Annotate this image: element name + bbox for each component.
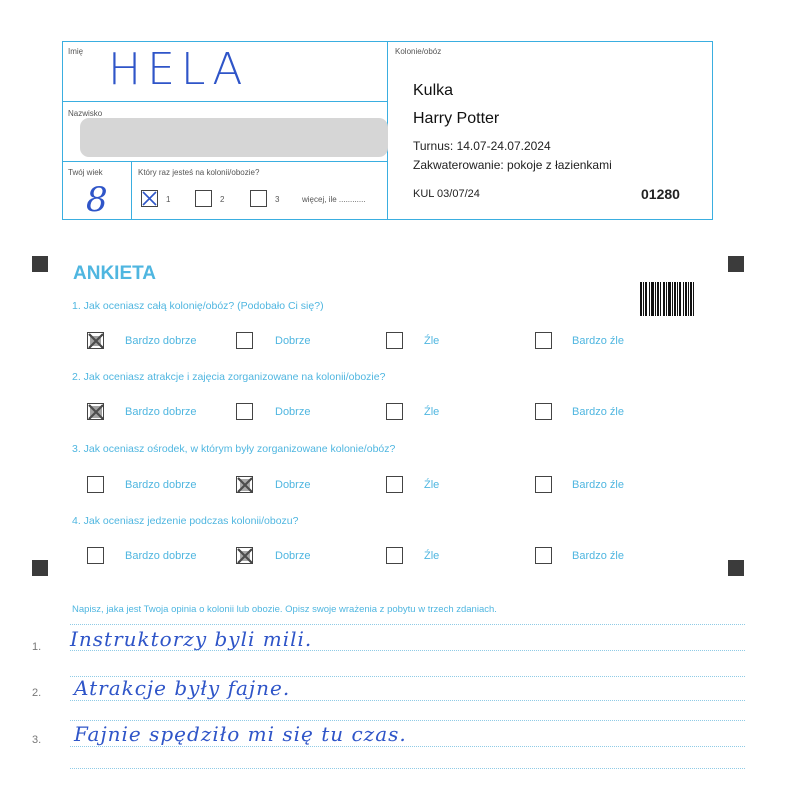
q2-checkbox-dobrze[interactable]	[236, 403, 253, 420]
q1-option-2: Dobrze	[275, 335, 311, 347]
zakwaterowanie: Zakwaterowanie: pokoje z łazienkami	[413, 158, 612, 172]
imie-label: Imię	[68, 47, 84, 56]
q1-checkbox-bardzo-zle[interactable]	[535, 332, 552, 349]
registration-marker	[32, 256, 48, 272]
q4-option-4: Bardzo źle	[572, 550, 624, 562]
question-1: 1. Jak oceniasz całą kolonię/obóz? (Podobało Ci się?)	[72, 300, 324, 312]
answer-line-2: Atrakcje były fajne.	[74, 676, 291, 700]
visit-checkbox-3[interactable]	[250, 190, 267, 207]
turnus: Turnus: 14.07-24.07.2024	[413, 139, 551, 153]
imie-value: HELA	[108, 44, 249, 95]
q4-option-3: Źle	[424, 550, 440, 562]
writing-line	[70, 746, 745, 747]
writing-line	[70, 624, 745, 625]
answer-line-1: Instruktorzy byli mili.	[70, 627, 313, 651]
q1-checkbox-dobrze[interactable]	[236, 332, 253, 349]
q2-checkbox-bardzo-dobrze[interactable]	[87, 403, 104, 420]
checkmark-icon	[88, 333, 104, 349]
q2-checkbox-zle[interactable]	[386, 403, 403, 420]
q3-checkbox-zle[interactable]	[386, 476, 403, 493]
registration-marker	[728, 256, 744, 272]
q3-option-4: Bardzo źle	[572, 479, 624, 491]
survey-title: ANKIETA	[73, 263, 157, 284]
q3-checkbox-dobrze[interactable]	[236, 476, 253, 493]
kolonie-label: Kolonie/obóz	[395, 47, 442, 56]
q1-checkbox-zle[interactable]	[386, 332, 403, 349]
q3-checkbox-bardzo-zle[interactable]	[535, 476, 552, 493]
q2-option-2: Dobrze	[275, 406, 311, 418]
camp-code: KUL 03/07/24	[413, 188, 480, 200]
q4-checkbox-bardzo-zle[interactable]	[535, 547, 552, 564]
camp-name: Kulka	[413, 82, 454, 99]
q1-option-4: Bardzo źle	[572, 335, 624, 347]
opinion-prompt: Napisz, jaka jest Twoja opinia o kolonii lub obozie. Opisz swoje wrażenia z pobytu w trzech zdaniach.	[72, 604, 497, 615]
q3-option-1: Bardzo dobrze	[125, 479, 197, 491]
q2-option-1: Bardzo dobrze	[125, 406, 197, 418]
q3-option-3: Źle	[424, 479, 440, 491]
q2-option-4: Bardzo źle	[572, 406, 624, 418]
q2-checkbox-bardzo-zle[interactable]	[535, 403, 552, 420]
q4-option-1: Bardzo dobrze	[125, 550, 197, 562]
writing-line	[70, 720, 745, 721]
checkmark-icon	[237, 548, 253, 564]
q1-option-3: Źle	[424, 335, 440, 347]
question-3: 3. Jak oceniasz ośrodek, w którym były zorganizowane kolonie/obóz?	[72, 443, 396, 455]
ktory-label: Który raz jesteś na kolonii/obozie?	[138, 168, 260, 177]
age-divider	[131, 161, 132, 220]
writing-line	[70, 700, 745, 701]
checkmark-icon	[88, 404, 104, 420]
header-line-2	[62, 161, 387, 162]
visit-choice-more: więcej, ile ............	[302, 195, 366, 204]
q4-checkbox-dobrze[interactable]	[236, 547, 253, 564]
answer-line-3: Fajnie spędziło mi się tu czas.	[74, 722, 407, 746]
visit-checkbox-2[interactable]	[195, 190, 212, 207]
q1-checkbox-bardzo-dobrze[interactable]	[87, 332, 104, 349]
wiek-label: Twój wiek	[68, 168, 103, 177]
nazwisko-label: Nazwisko	[68, 109, 103, 118]
camp-theme: Harry Potter	[413, 110, 500, 127]
visit-choice-1: 1	[166, 195, 171, 204]
question-2: 2. Jak oceniasz atrakcje i zajęcia zorganizowane na kolonii/obozie?	[72, 371, 386, 383]
barcode-icon	[640, 282, 694, 316]
visit-choice-2: 2	[220, 195, 225, 204]
q4-option-2: Dobrze	[275, 550, 311, 562]
q2-option-3: Źle	[424, 406, 440, 418]
q4-checkbox-bardzo-dobrze[interactable]	[87, 547, 104, 564]
visit-checkbox-1[interactable]	[141, 190, 158, 207]
line-number-1: 1.	[32, 641, 42, 653]
writing-line	[70, 768, 745, 769]
redacted-surname	[80, 118, 388, 157]
q3-option-2: Dobrze	[275, 479, 311, 491]
q1-option-1: Bardzo dobrze	[125, 335, 197, 347]
form-number: 01280	[641, 186, 680, 202]
line-number-2: 2.	[32, 687, 42, 699]
line-number-3: 3.	[32, 734, 42, 746]
registration-marker	[32, 560, 48, 576]
visit-choice-3: 3	[275, 195, 280, 204]
checkmark-icon	[237, 477, 253, 493]
registration-marker	[728, 560, 744, 576]
q3-checkbox-bardzo-dobrze[interactable]	[87, 476, 104, 493]
header-line-1	[62, 101, 387, 102]
wiek-value: 8	[86, 180, 108, 220]
q4-checkbox-zle[interactable]	[386, 547, 403, 564]
checkmark-icon	[142, 191, 157, 206]
question-4: 4. Jak oceniasz jedzenie podczas kolonii/obozu?	[72, 515, 299, 527]
